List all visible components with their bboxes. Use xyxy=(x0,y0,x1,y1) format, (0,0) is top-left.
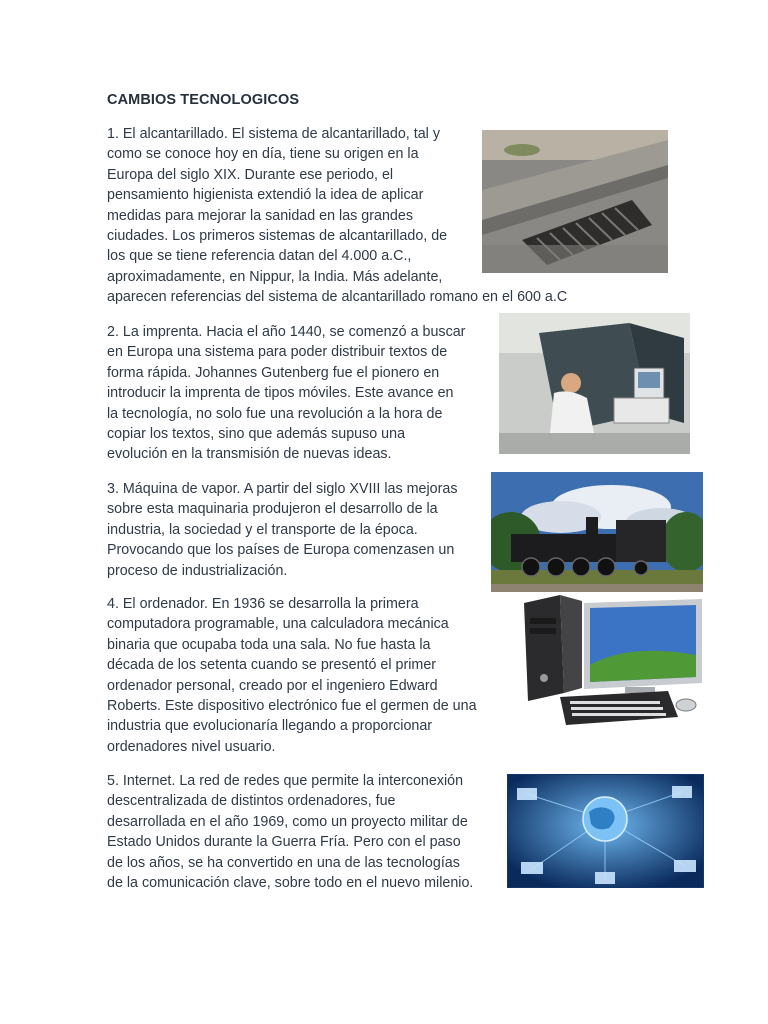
sewer-drain-image xyxy=(482,130,668,273)
personal-computer-image xyxy=(520,593,705,733)
section-internet-text: 5. Internet. La red de redes que permite la interconexión descentralizada de distintos ordenadores, fue desarrollada en el año 1969, como un proyecto militar de Estado Unidos durante la Guerra Fría. Pero con el paso de los años, se ha convertido en una de las tecnologías de la comunicación clave, sobre todo en el nuevo milenio. xyxy=(107,773,474,892)
section-sewer-text: 1. El alcantarillado. El sistema de alcantarillado, tal y como se conoce hoy en día, tiene su origen en la Europa del siglo XIX. Durante ese periodo, el pensamiento higienista extendió la idea de aplicar medidas para mejorar la sanidad en las grandes ciudades. Los primeros sistemas de alcantarillado, de los que se tiene referencia datan del 4.000 a.C., aproximadamente, en Nippur, la India. Más adelante, aparecen referencias del sistema de alcantarillado romano en el 600 a.C xyxy=(107,126,568,306)
section-computer-text: 4. El ordenador. En 1936 se desarrolla la primera computadora programable, una calculadora mecánica binaria que ocupaba toda una sala. No fue hasta la década de los setenta cuando se presentó el primer ordenador personal, creado por el ingeniero Edward Roberts. Este dispositivo electrónico fue el germen de una industria que evolucionaría llegando a proporcionar ordenadores nivel usuario. xyxy=(107,596,477,755)
page-title: CAMBIOS TECNOLOGICOS xyxy=(107,92,300,108)
section-printing-press-text: 2. La imprenta. Hacia el año 1440, se comenzó a buscar en Europa una sistema para poder distribuir textos de forma rápida. Johannes Gutenberg fue el pionero en introducir la imprenta de tipos móviles. Este avance en la tecnología, no solo fue una revolución a la hora de copiar los textos, sino que además supuso una evolución en la transmisión de nuevas ideas. xyxy=(107,324,466,463)
internet-network-image xyxy=(507,774,704,888)
printing-press-image xyxy=(499,313,690,454)
steam-locomotive-image xyxy=(491,472,703,592)
section-steam-engine-text: 3. Máquina de vapor. A partir del siglo XVIII las mejoras sobre esta maquinaria produjeron el desarrollo de la industria, la sociedad y el transporte de la época. Provocando que los países de Europa comenzasen un proceso de industrialización. xyxy=(107,481,458,579)
